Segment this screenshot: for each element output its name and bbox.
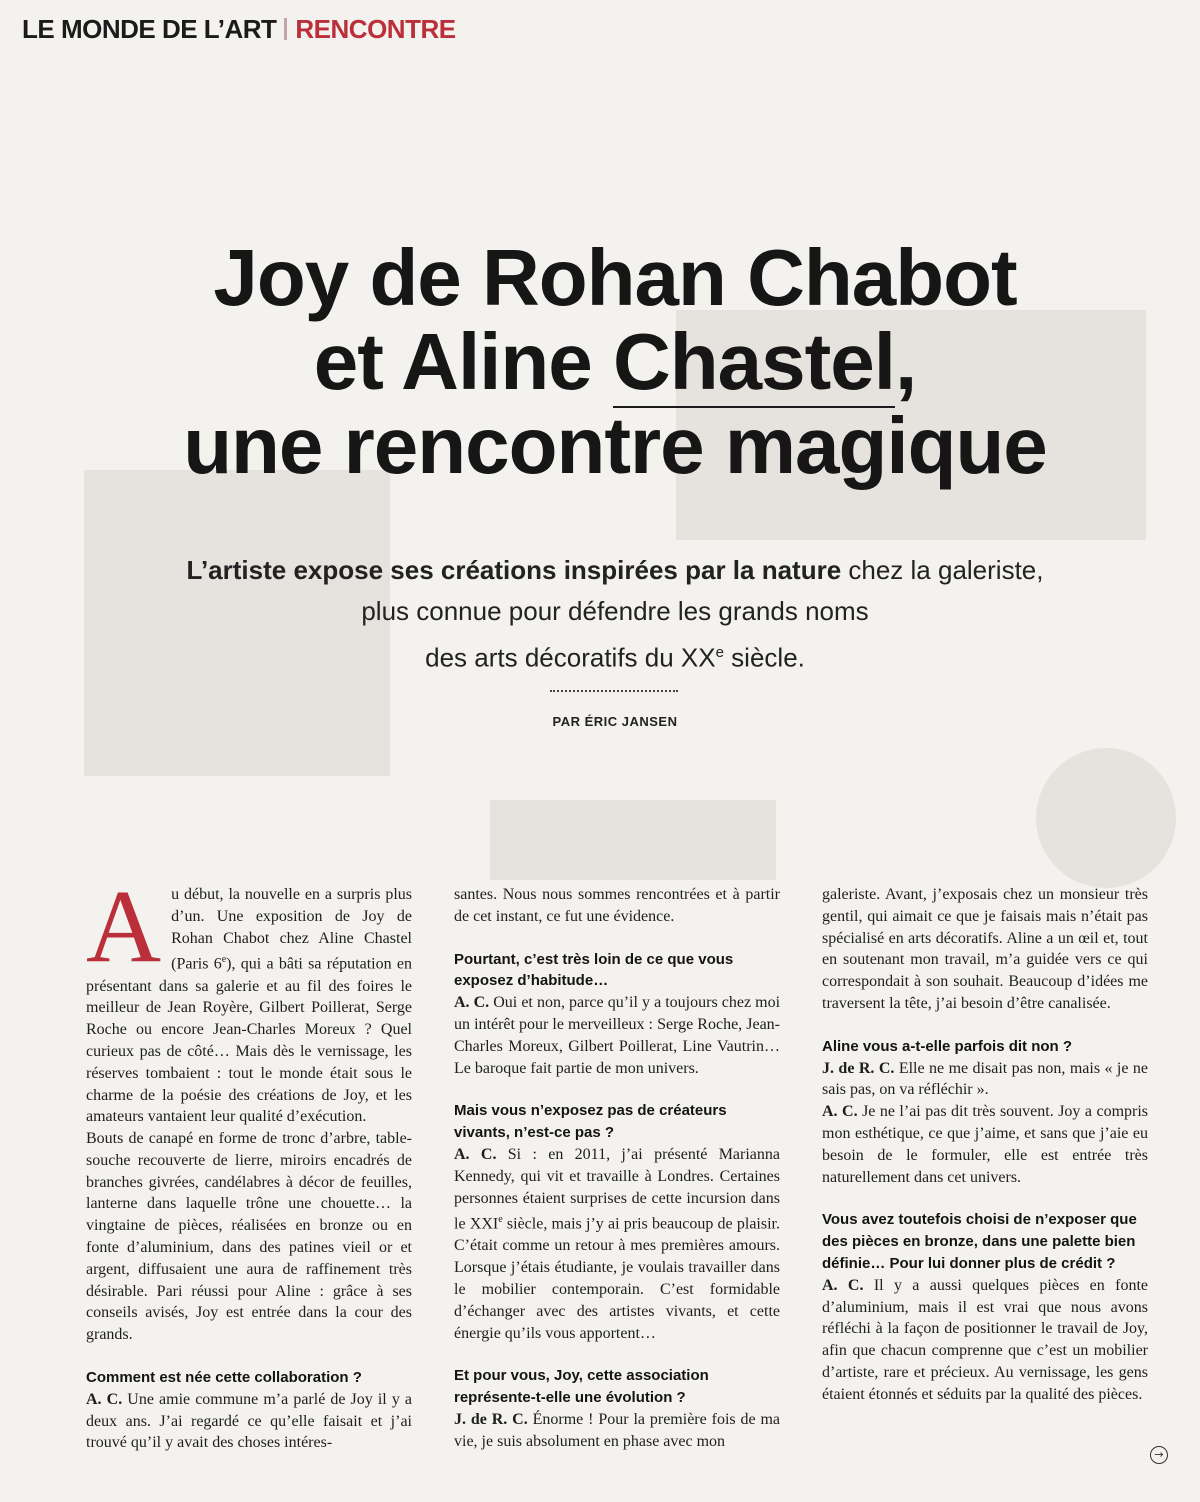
headline-line-1: Joy de Rohan Chabot bbox=[213, 233, 1017, 322]
interview-answer bbox=[822, 1101, 1148, 1188]
speaker-initials: A. C. bbox=[822, 1103, 858, 1121]
running-head-divider bbox=[284, 18, 287, 40]
show-through-badge bbox=[1036, 748, 1176, 888]
answer-superscript: e bbox=[498, 1214, 503, 1226]
speaker-initials: A. C. bbox=[454, 994, 490, 1012]
dek-bold-phrase: L’artiste expose ses créations inspirées par la nature bbox=[186, 555, 842, 585]
article-column-3 bbox=[822, 884, 1148, 1406]
interview-answer bbox=[822, 1275, 1148, 1406]
intro-paragraph bbox=[86, 869, 412, 1128]
headline-underlined-word: Chastel bbox=[612, 317, 895, 406]
dek-line-3 bbox=[100, 632, 1130, 679]
dek-line-1 bbox=[100, 550, 1130, 591]
interview-answer bbox=[86, 1389, 412, 1454]
intro-text-a: u début, la nouvelle en a surpris plus d’un. Une exposition de Joy de Rohan Chabot chez Aline Chastel (Paris 6 bbox=[171, 886, 412, 973]
interview-question: Vous avez toutefois choisi de n’exposer que des pièces en bronze, dans une palette bien définie… Pour lui donner plus de crédit ? bbox=[822, 1211, 1137, 1272]
running-head-rubric: RENCONTRE bbox=[295, 14, 456, 44]
dek-superscript: e bbox=[715, 644, 724, 661]
answer-text: Elle ne me disait pas non, mais « je ne sais pas, on va réfléchir ». bbox=[822, 1059, 1148, 1099]
speaker-initials: J. de R. C. bbox=[454, 1411, 528, 1429]
speaker-initials: A. C. bbox=[86, 1390, 123, 1408]
dek-line-1-rest: chez la galeriste, bbox=[841, 555, 1044, 585]
interview-question: Pourtant, c’est très loin de ce que vous exposez d’habitude… bbox=[454, 950, 734, 990]
speaker-initials: A. C. bbox=[822, 1276, 864, 1294]
interview-question: Et pour vous, Joy, cette association représente-t-elle une évolution ? bbox=[454, 1367, 709, 1407]
dek-line-3-pre: des arts décoratifs du XX bbox=[425, 642, 716, 673]
interview-answer bbox=[454, 1144, 780, 1345]
headline-line-3: une rencontre magique bbox=[183, 401, 1047, 490]
interview-question: Mais vous n’exposez pas de créateurs vivants, n’est-ce pas ? bbox=[454, 1102, 727, 1142]
dek-line-3-post: siècle. bbox=[723, 642, 805, 673]
article-headline bbox=[100, 233, 1130, 490]
answer-text: Énorme ! Pour la première fois de ma vie, je suis absolument en phase avec mon bbox=[454, 1411, 781, 1450]
answer-text: Une amie commune m’a parlé de Joy il y a deux ans. J’ai regardé ce qu’elle faisait et j’ai trouvé qu’il y avait des choses intéres- bbox=[86, 1390, 413, 1452]
headline-line-2-post: , bbox=[894, 317, 917, 406]
answer-text-b: siècle, mais j’y ai pris beaucoup de plaisir. C’était comme un retour à mes premières amours. Lorsque j’étais étudiante, je voulais travailler dans le mobilier contemporain. C’est formidable d’échanger avec des artistes vivants, et cette énergie qu’ils vous apportent… bbox=[454, 1215, 780, 1342]
speaker-initials: J. de R. C. bbox=[822, 1059, 895, 1077]
dek-line-2: plus connue pour défendre les grands noms bbox=[361, 596, 869, 626]
answer-text-a: Si : en 2011, j’ai présenté Marianna Kennedy, qui vit et travaille à Londres. Certaines personnes étaient surprises de cette incursion dans le XXI bbox=[454, 1145, 781, 1233]
headline-line-2 bbox=[100, 317, 1130, 406]
byline: PAR ÉRIC JANSEN bbox=[552, 714, 678, 729]
article-column-1 bbox=[86, 869, 413, 1454]
article-column-2 bbox=[454, 884, 780, 1453]
running-head-section: LE MONDE DE L’ART bbox=[22, 14, 277, 44]
headline-line-2-pre: et Aline bbox=[313, 317, 613, 406]
show-through-image bbox=[490, 800, 776, 880]
running-head bbox=[22, 14, 456, 45]
intro-text-b: ), qui a bâti sa réputation en présentant dans sa galerie et au fil des foires le meilleur de Jean Royère, Gilbert Poillerat, Serge Roche ou encore Jean-Charles Moreux ? Quel curieux pas de côté… Mais dès le vernissage, les réserves tombaient : tout le monde était sous le charme de la poésie des créations de Joy, et les amateurs vantaient leur qualité d’exécution. bbox=[86, 955, 412, 1126]
drop-cap: A bbox=[86, 869, 162, 984]
interview-question: Aline vous a-t-elle parfois dit non ? bbox=[822, 1037, 1073, 1055]
speaker-initials: A. C. bbox=[454, 1145, 497, 1163]
interview-answer bbox=[822, 1058, 1148, 1102]
article-dek bbox=[100, 550, 1130, 679]
interview-answer bbox=[454, 1409, 780, 1453]
interview-answer-continued: galeriste. Avant, j’exposais chez un monsieur très gentil, qui aimait ce que je faisais mais n’était pas spécialisé en arts décoratifs. Aline a un œil et, tout en soutenant mon travail, m’a guidée vers ce qui correspondait à son souhait. Beaucoup d’idées me traversent la tête, j’ai besoin d’être canalisée. bbox=[822, 886, 1148, 1012]
intro-superscript: e bbox=[221, 954, 227, 966]
dotted-divider bbox=[550, 690, 678, 692]
answer-text: Il y a aussi quelques pièces en fonte d’aluminium, mais il est vrai que nous avons réfléchi à la façon de positionner le travail de Joy, afin que chacun comprenne que c’est un mobilier d’artiste, rare et précieux. Au vernissage, les gens étaient étonnés et séduits par la qualité des pièces. bbox=[822, 1276, 1149, 1403]
body-paragraph: Bouts de canapé en forme de tronc d’arbre, table-souche recouverte de lierre, miroirs encadrés de branches givrées, candélabres à décor de feuilles, lanterne dans laquelle trône une chouette… la vingtaine de pièces, réalisées en bronze ou en fonte d’aluminium, dans des patines vieil or et argent, diffusaient une aura de raffinement très désirable. Pari réussi pour Aline : grâce à ses conseils avisés, Joy est entrée dans la cour des grands. bbox=[86, 1130, 412, 1344]
answer-text: Oui et non, parce qu’il y a toujours chez moi un intérêt pour le merveilleux : Serge Roche, Jean-Charles Moreux, Gilbert Poillerat, Line Vautrin… Le baroque fait partie de mon univers. bbox=[454, 994, 781, 1077]
arrow-right-circle-icon: → bbox=[1150, 1446, 1168, 1464]
answer-text: Je ne l’ai pas dit très souvent. Joy a compris mon esthétique, ce que j’aime, et sans que j’aie eu besoin de le formuler, elle est entrée très naturellement dans cet univers. bbox=[822, 1103, 1149, 1186]
interview-answer-continued: santes. Nous nous sommes rencontrées et à partir de cet instant, ce fut une évidence. bbox=[454, 886, 780, 925]
interview-answer bbox=[454, 992, 780, 1079]
interview-question: Comment est née cette collaboration ? bbox=[86, 1369, 362, 1387]
